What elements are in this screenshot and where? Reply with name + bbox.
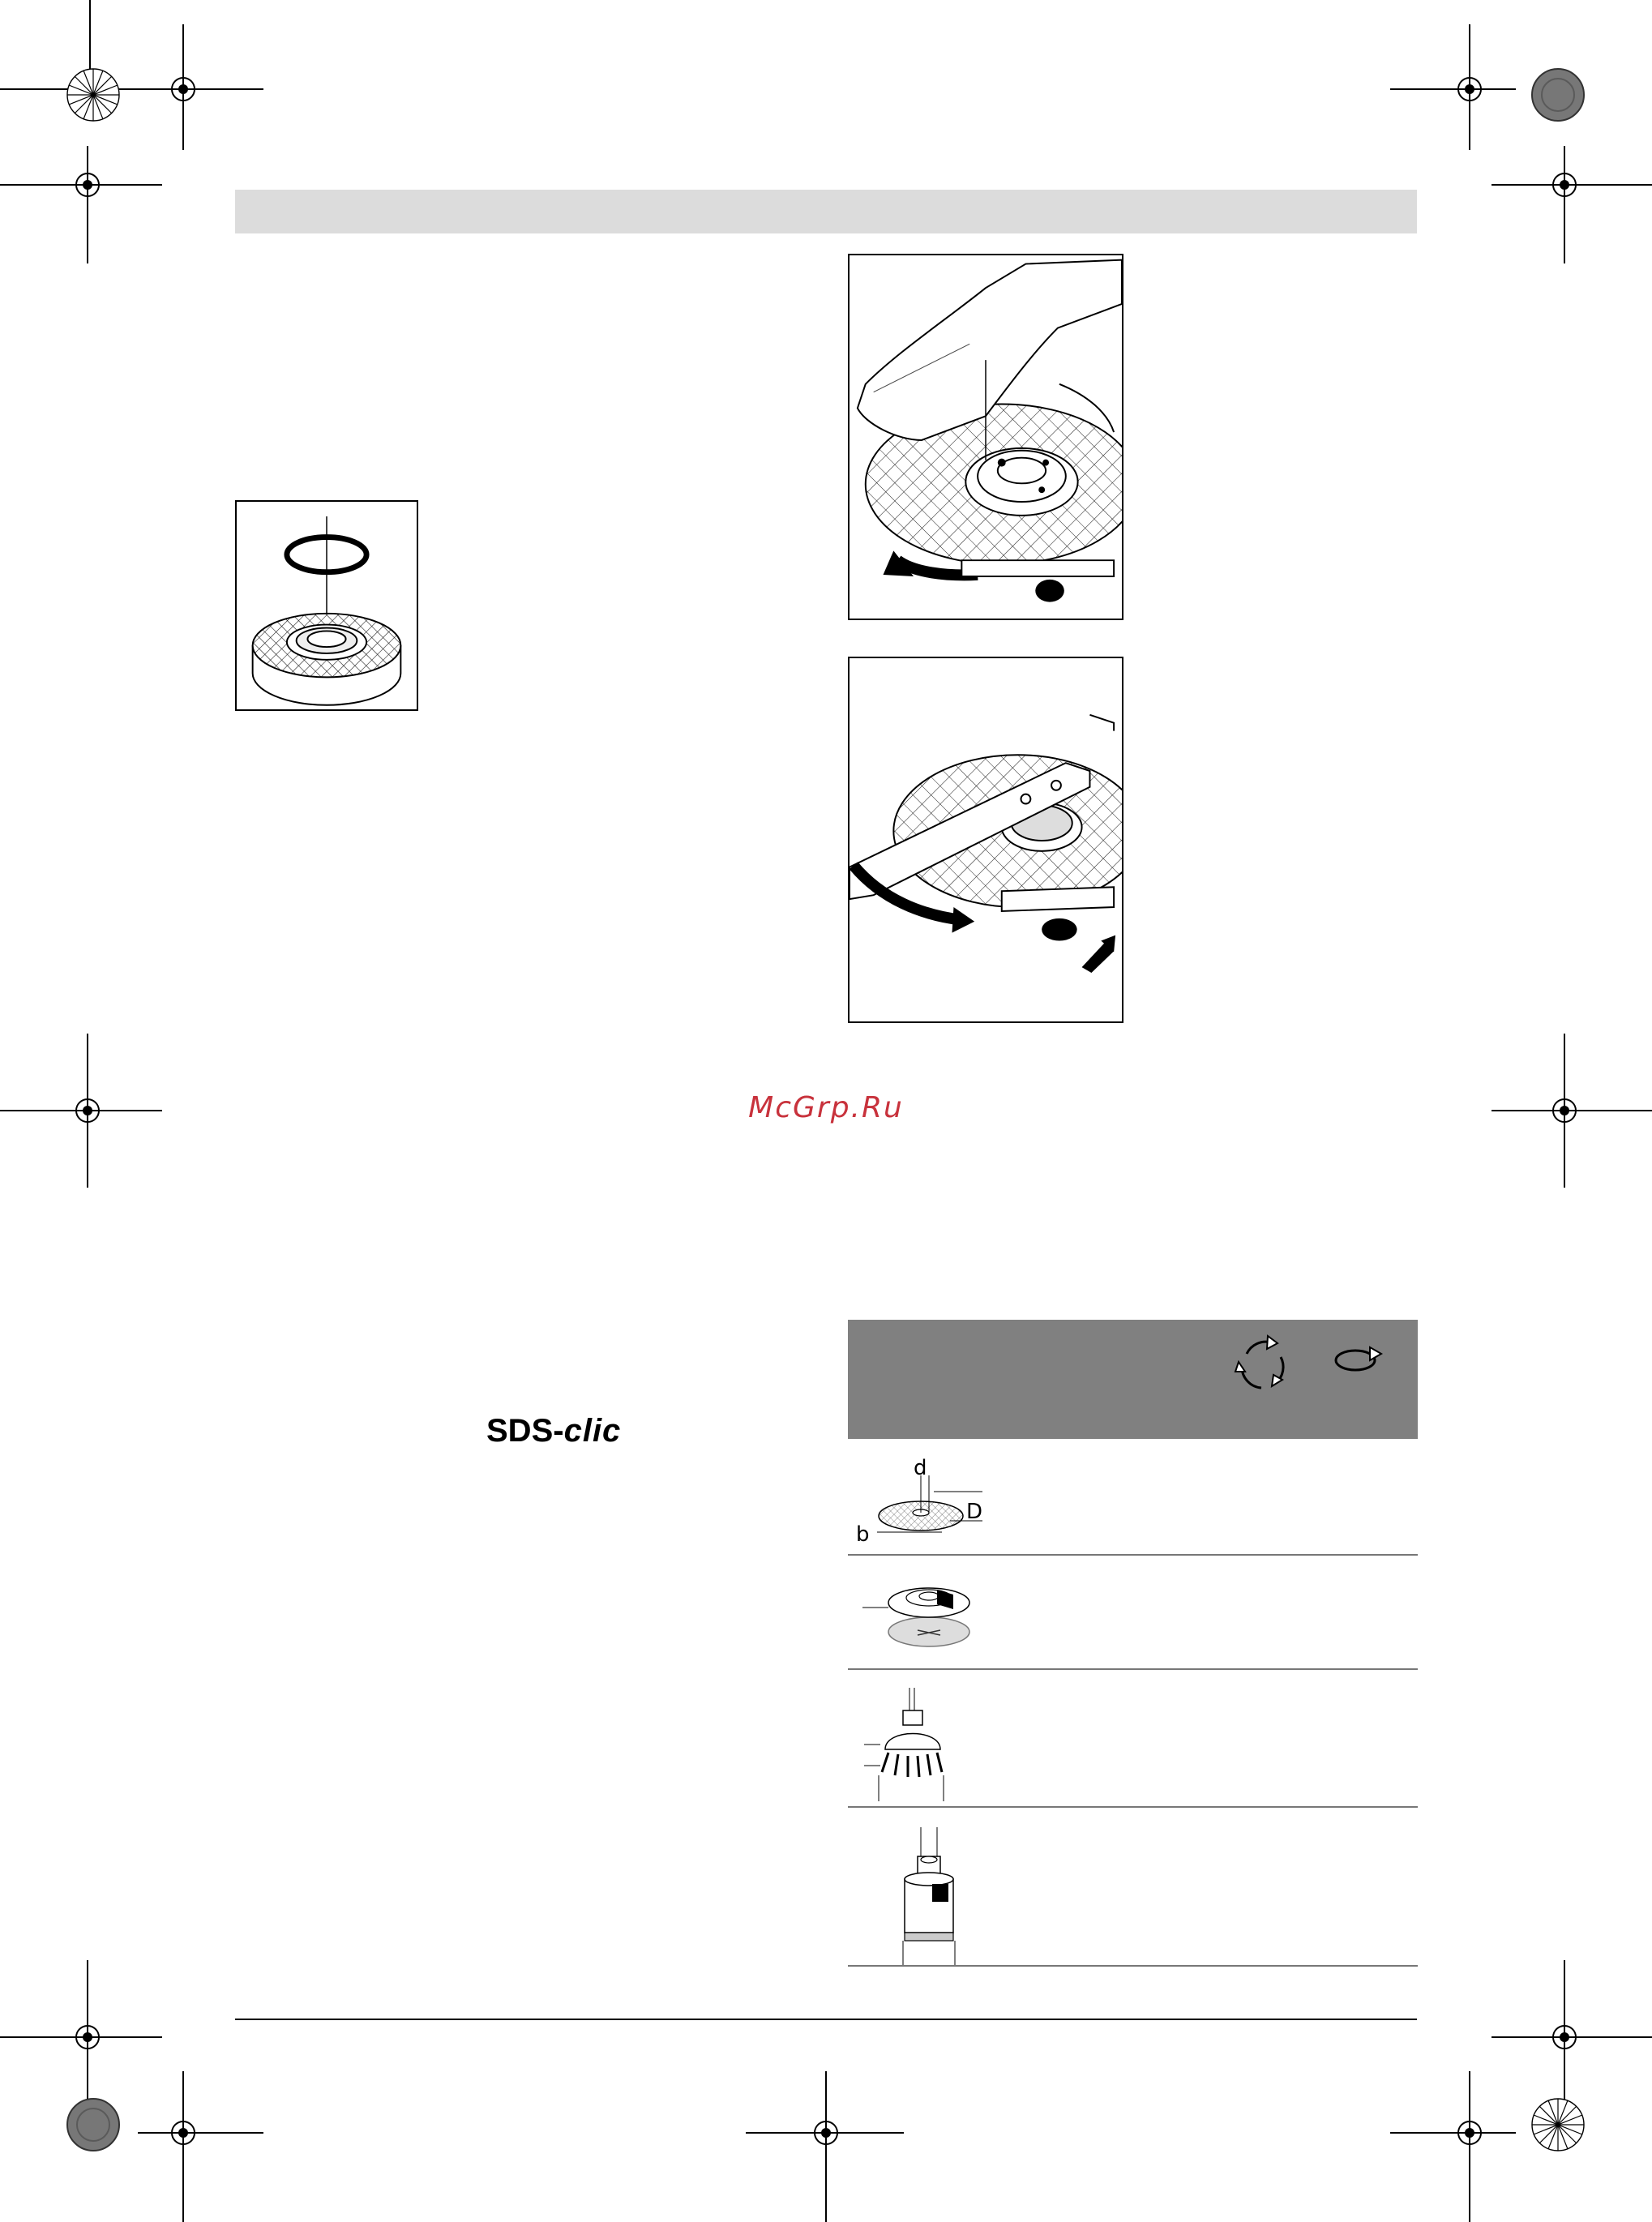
table-row-cup-brush — [848, 1670, 1418, 1808]
accessory-table-header — [848, 1320, 1418, 1439]
recycle-arrows-icon — [1229, 1329, 1297, 1398]
quick-clamp-nut-figure — [848, 254, 1123, 620]
dimension-label-D: D — [966, 1500, 983, 1524]
footer-rule — [235, 2019, 1417, 2020]
cup-brush-icon — [864, 1688, 978, 1801]
table-row-diamond-core-bit — [848, 1808, 1418, 1967]
rubber-sanding-plate-icon — [856, 1565, 1002, 1663]
table-row-grinding-disc — [848, 1441, 1418, 1556]
flange-o-ring-figure — [235, 500, 418, 711]
sds-clic-logo: SDS-clic — [486, 1413, 622, 1449]
diamond-core-bit-icon — [888, 1827, 969, 1965]
rotation-arrow-icon — [1331, 1342, 1385, 1376]
dimension-label-b: b — [856, 1522, 870, 1547]
dimension-label-d: d — [914, 1456, 927, 1480]
header-bar — [235, 190, 1417, 233]
watermark: McGrp.Ru — [748, 1091, 904, 1124]
two-pin-spanner-figure — [848, 657, 1123, 1023]
table-row-rubber-sanding-plate — [848, 1556, 1418, 1670]
